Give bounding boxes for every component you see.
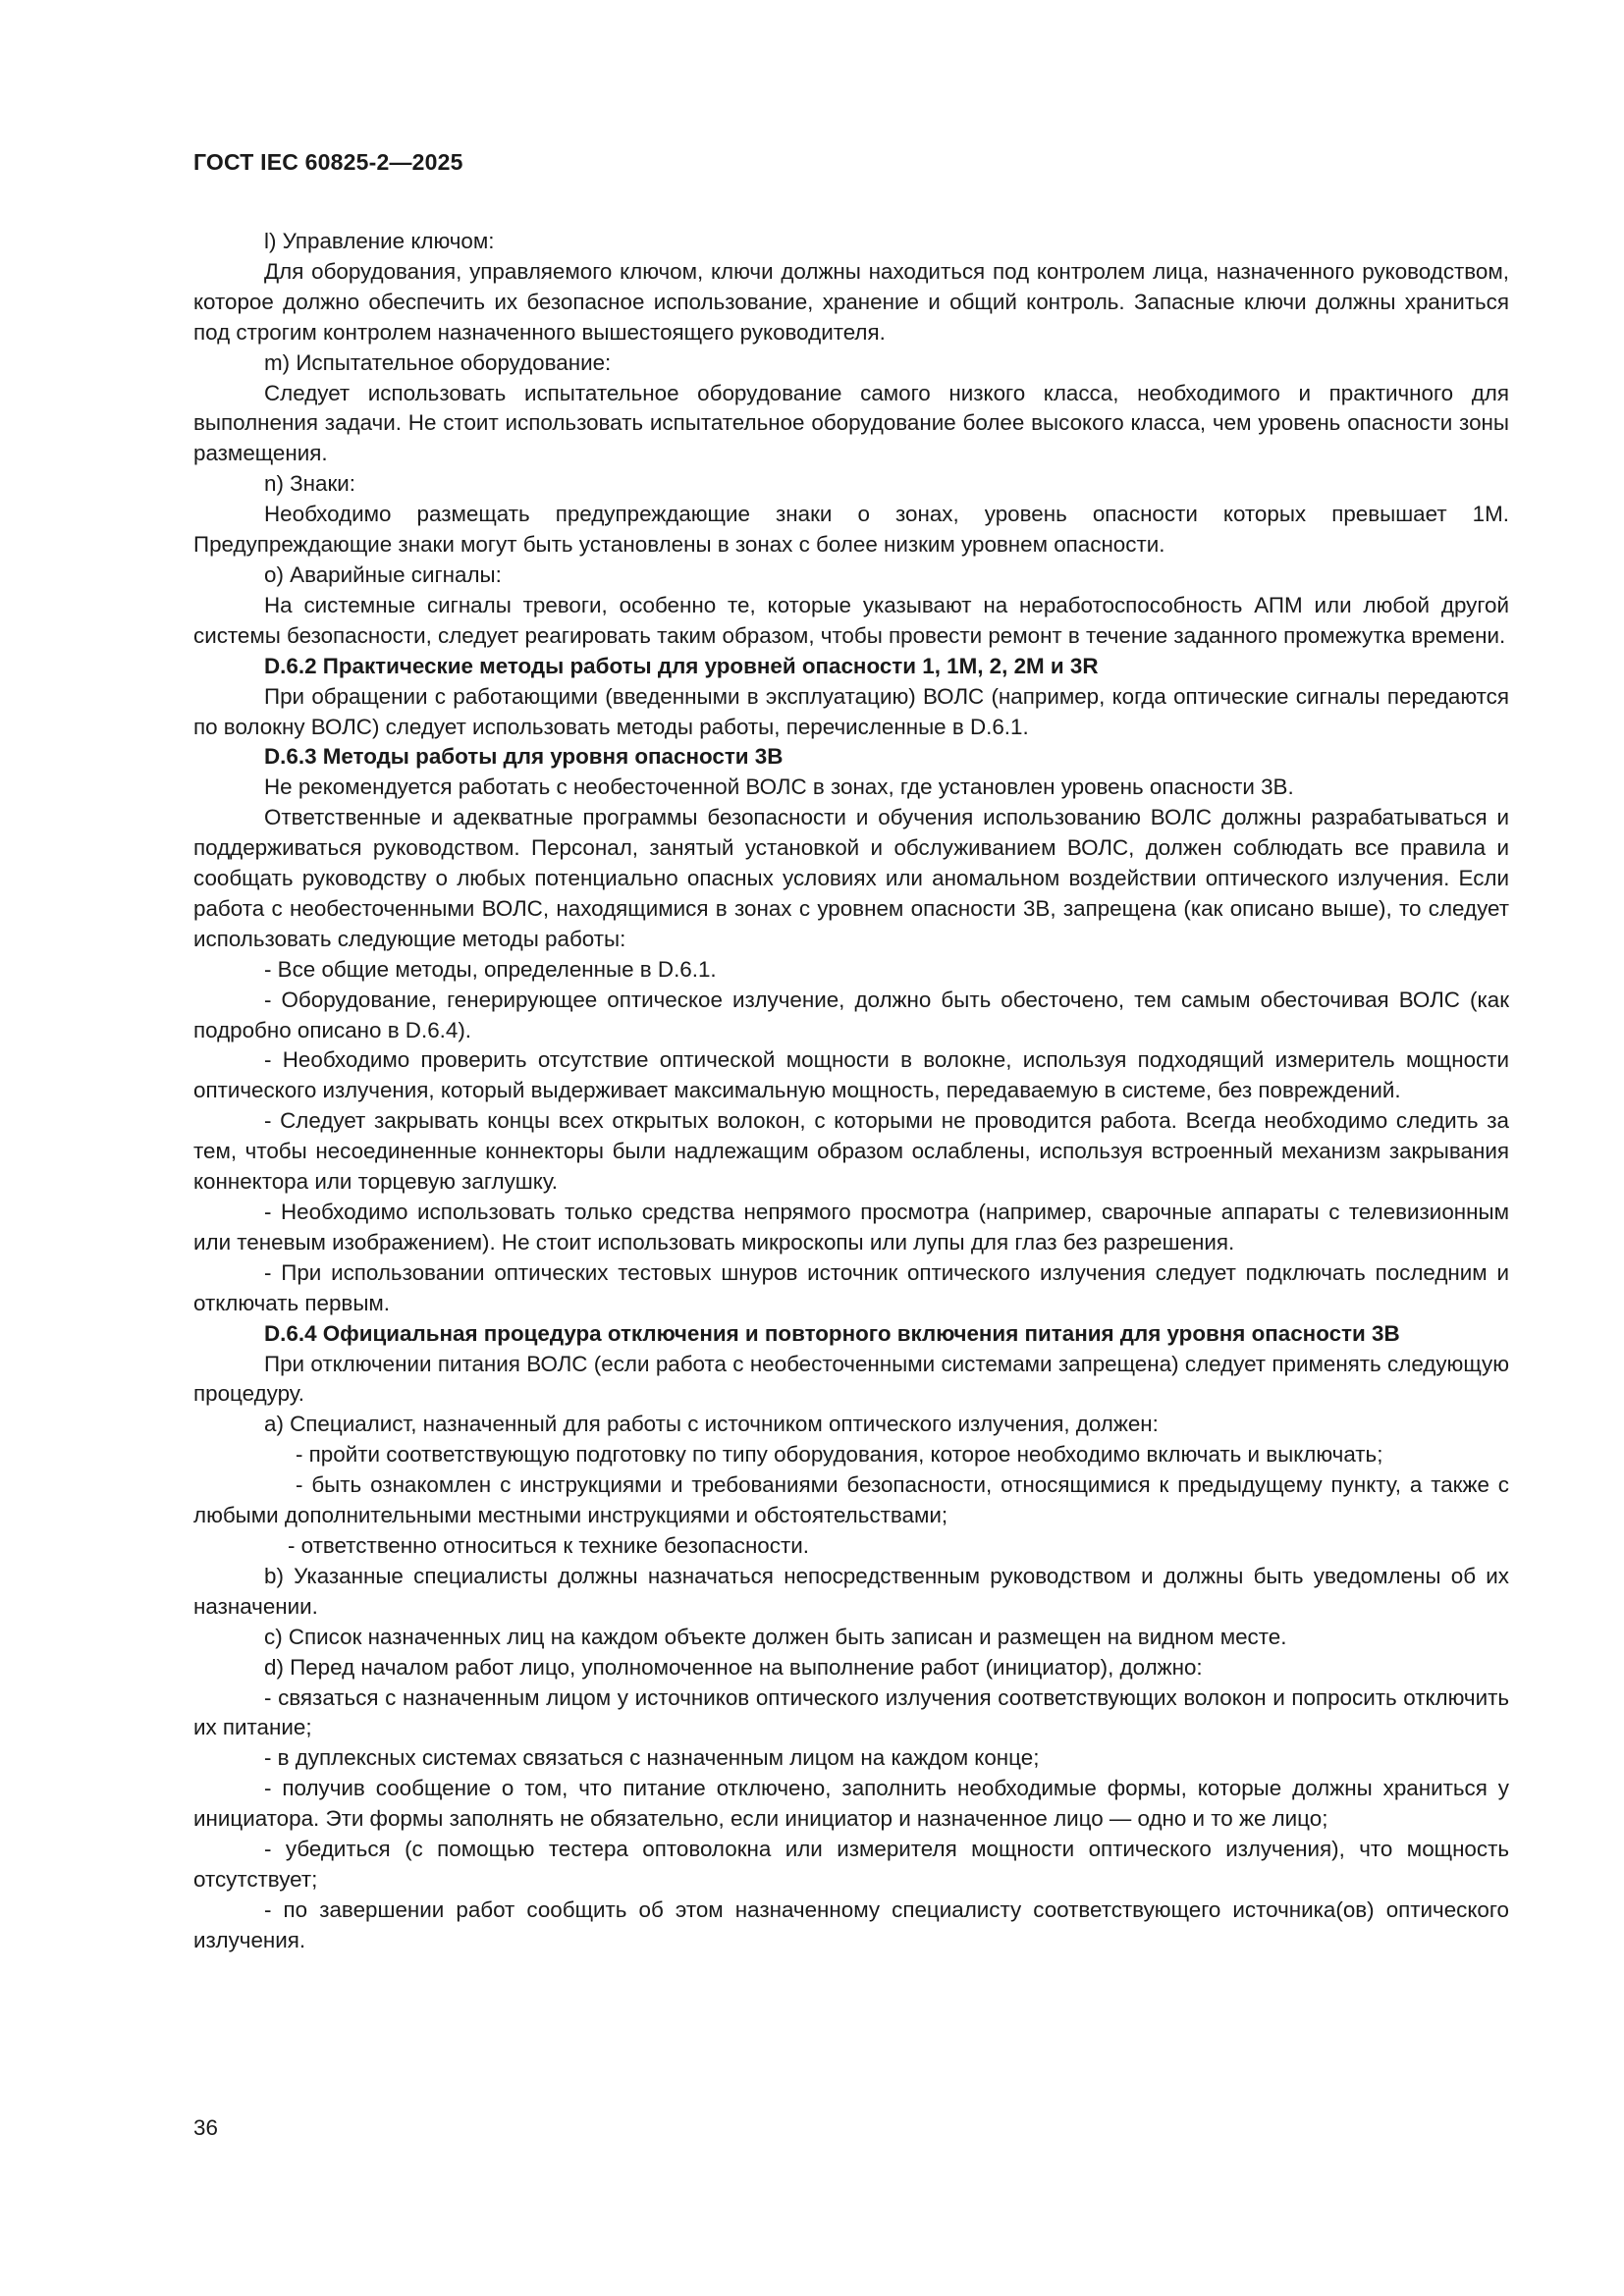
list-item-a: a) Специалист, назначенный для работы с источником оптического излучения, должен: [264, 1412, 1159, 1437]
dash-list-item: - убедиться (с помощью тестера оптоволокна или измерителя мощности оптического излучения), что мощность отсутствует; [193, 1837, 1509, 1892]
paragraph: Для оборудования, управляемого ключом, ключи должны находиться под контролем лица, назначенного руководством, которое должно обеспечить их безопасное использование, хранение и общий контроль. Запасные ключи должны храниться под строгим контролем назначенного вышестоящего руководителя. [193, 258, 1509, 345]
dash-list-item: - получив сообщение о том, что питание отключено, заполнить необходимые формы, которые должны храниться у инициатора. Эти формы заполнять не обязательно, если инициатор и назначенное лицо — одно и то же лицо; [193, 1776, 1509, 1832]
paragraph: Не рекомендуется работать с необесточенной ВОЛС в зонах, где установлен уровень опасности 3В. [264, 774, 1294, 800]
dash-list-item: - по завершении работ сообщить об этом назначенному специалисту соответствующего источника(ов) оптического излучения. [193, 1896, 1509, 1952]
section-heading-d64: D.6.4 Официальная процедура отключения и повторного включения питания для уровня опасности 3В [264, 1320, 1400, 1346]
list-item-d: d) Перед началом работ лицо, уполномоченное на выполнение работ (инициатор), должно: [264, 1654, 1203, 1680]
dash-list-item: - Необходимо проверить отсутствие оптической мощности в волокне, используя подходящий измеритель мощности оптического излучения, который выдерживает максимальную мощность, передаваемую в системе, без повреждений. [193, 1047, 1509, 1103]
list-item-o: o) Аварийные сигналы: [264, 561, 502, 587]
list-item-c: c) Список назначенных лиц на каждом объекте должен быть записан и размещен на видном месте. [264, 1624, 1287, 1649]
dash-list-item: - в дуплексных системах связаться с назначенным лицом на каждом конце; [264, 1745, 1040, 1771]
paragraph: Ответственные и адекватные программы безопасности и обучения использованию ВОЛС должны разрабатываться и поддерживаться руководством. Персонал, занятый установкой и обслуживанием ВОЛС, должен соблюдать все правила и сообщать руководству о любых потенциально опасных условиях или аномальном воздействии оптического излучения. Если работа с необесточенными ВОЛС, находящимися в зонах с уровнем опасности 3В, запрещена (как описано выше), то следует использовать следующие методы работы: [193, 805, 1509, 951]
page-number: 36 [193, 2115, 218, 2140]
dash-list-item: - ответственно относиться к технике безопасности. [288, 1532, 809, 1558]
document-body [193, 227, 1509, 1956]
dash-list-item: - Следует закрывать концы всех открытых волокон, с которыми не проводится работа. Всегда необходимо следить за тем, чтобы несоединенные коннекторы были надлежащим образом ослаблены, используя встроенный механизм закрывания коннектора или торцевую заглушку. [193, 1108, 1509, 1195]
paragraph: На системные сигналы тревоги, особенно те, которые указывают на неработоспособность АПМ или любой другой системы безопасности, следует реагировать таким образом, чтобы провести ремонт в течение заданного промежутка времени. [193, 592, 1509, 648]
paragraph: При обращении с работающими (введенными в эксплуатацию) ВОЛС (например, когда оптические сигналы передаются по волокну ВОЛС) следует использовать методы работы, перечисленные в D.6.1. [193, 683, 1509, 739]
paragraph: При отключении питания ВОЛС (если работа с необесточенными системами запрещена) следует применять следующую процедуру. [193, 1351, 1509, 1407]
dash-list-item: - Оборудование, генерирующее оптическое излучение, должно быть обесточено, тем самым обесточивая ВОЛС (как подробно описано в D.6.4). [193, 987, 1509, 1042]
list-item-l: l) Управление ключом: [264, 229, 495, 253]
dash-list-item: - Все общие методы, определенные в D.6.1. [264, 956, 717, 982]
dash-list-item: - Необходимо использовать только средства непрямого просмотра (например, сварочные аппараты с телевизионным или теневым изображением). Не стоит использовать микроскопы или лупы для глаз без разрешения. [193, 1200, 1509, 1255]
dash-list-item: - пройти соответствующую подготовку по типу оборудования, которое необходимо включать и выключать; [296, 1442, 1383, 1468]
list-item-m: m) Испытательное оборудование: [264, 349, 612, 375]
section-heading-d62: D.6.2 Практические методы работы для уровней опасности 1, 1М, 2, 2М и 3R [264, 653, 1099, 678]
paragraph: Необходимо размещать предупреждающие знаки о зонах, уровень опасности которых превышает 1М. Предупреждающие знаки могут быть установлены в зонах с более низким уровнем опасности. [193, 502, 1509, 558]
list-item-b: b) Указанные специалисты должны назначаться непосредственным руководством и должны быть уведомлены об их назначении. [193, 1563, 1509, 1619]
dash-list-item: - быть ознакомлен с инструкциями и требованиями безопасности, относящимися к предыдущему пункту, а также с любыми дополнительными местными инструкциями и обстоятельствами; [193, 1472, 1509, 1528]
document-header: ГОСТ IEC 60825-2—2025 [193, 149, 463, 175]
dash-list-item: - При использовании оптических тестовых шнуров источник оптического излучения следует подключать последним и отключать первым. [193, 1259, 1509, 1315]
paragraph: Следует использовать испытательное оборудование самого низкого класса, необходимого и практичного для выполнения задачи. Не стоит использовать испытательное оборудование более высокого класса, чем уровень опасности зоны размещения. [193, 380, 1509, 466]
section-heading-d63: D.6.3 Методы работы для уровня опасности 3В [264, 744, 784, 770]
dash-list-item: - связаться с назначенным лицом у источников оптического излучения соответствующих волокон и попросить отключить их питание; [193, 1684, 1509, 1740]
list-item-n: n) Знаки: [264, 471, 355, 497]
